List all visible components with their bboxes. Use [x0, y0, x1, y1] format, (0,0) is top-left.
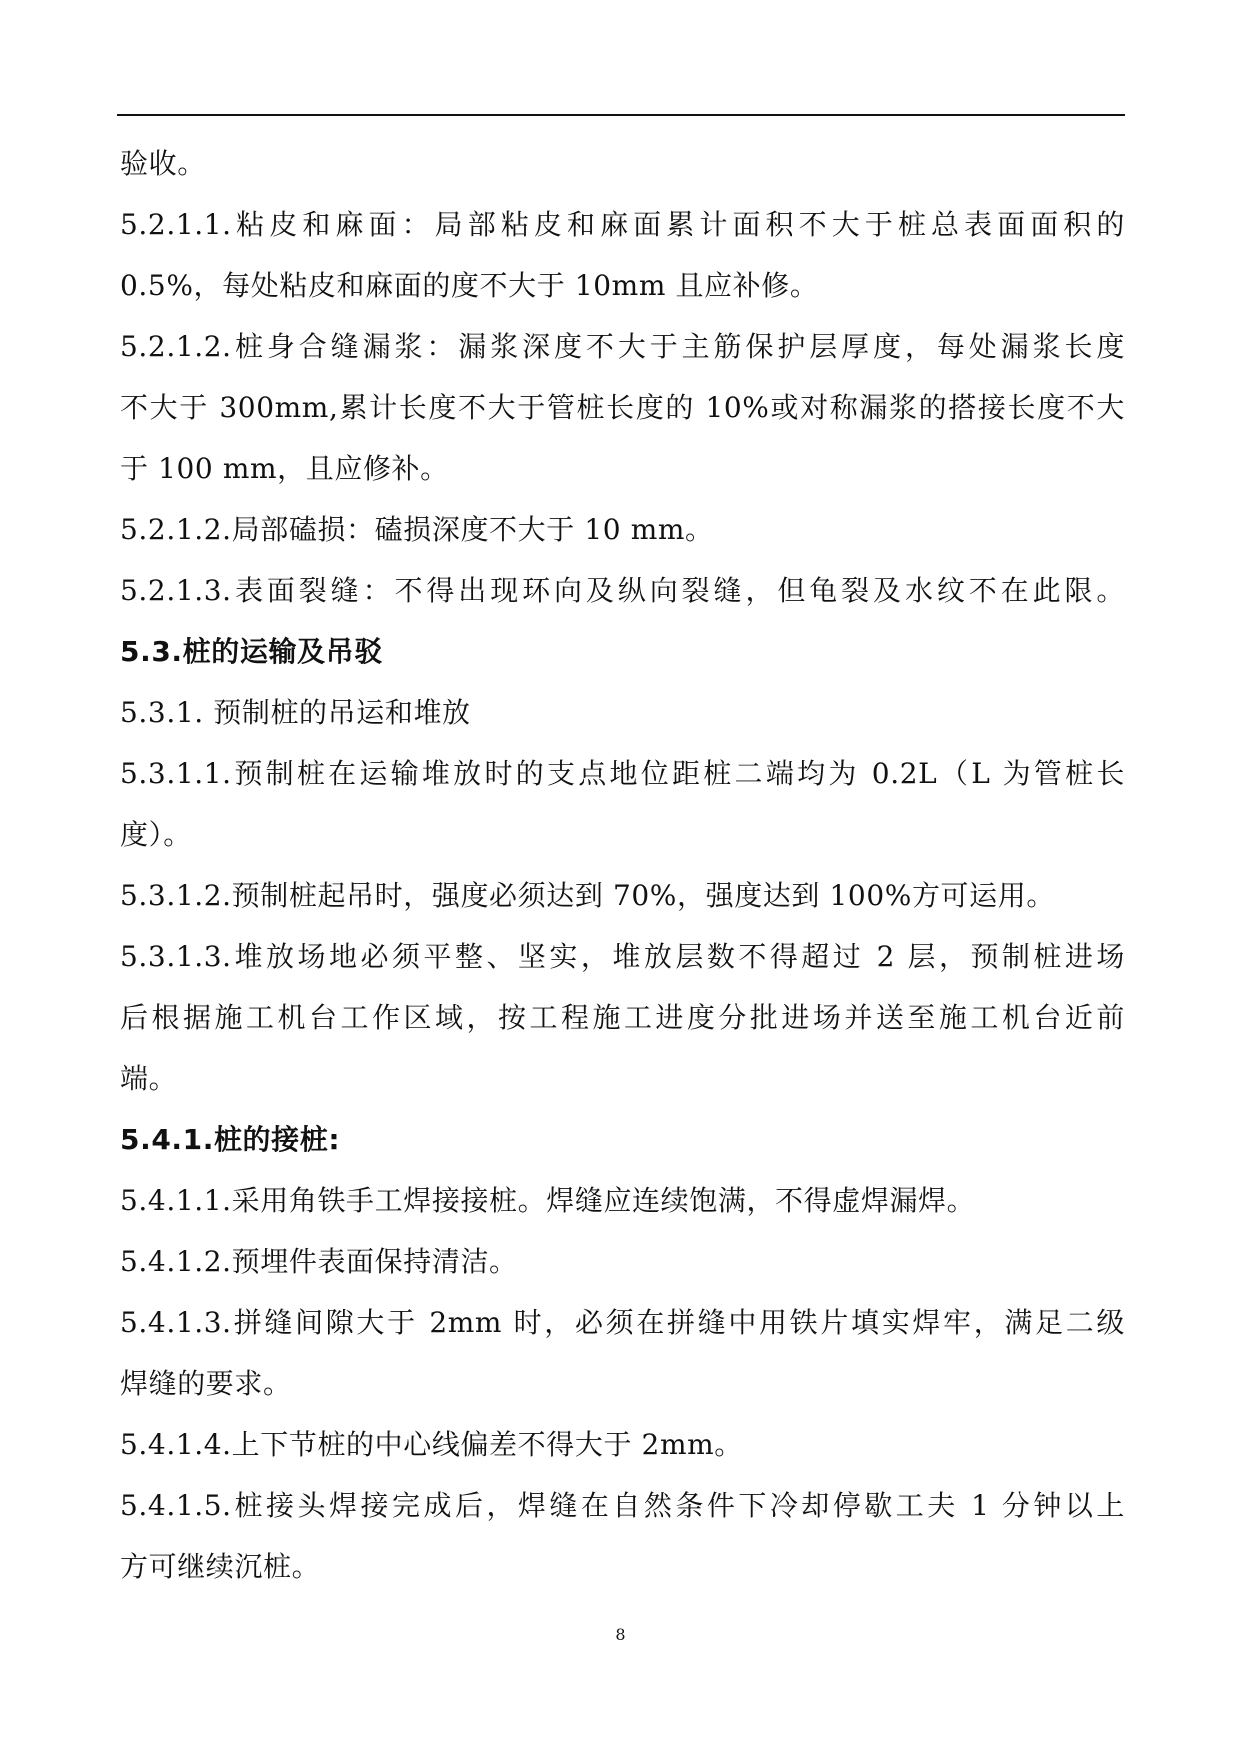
document-body: [120, 133, 1125, 1597]
section-heading: 5.4.1.桩的接桩:: [120, 1123, 341, 1156]
text-line: 5.4.1.4.上下节桩的中心线偏差不得大于 2mm。: [120, 1428, 743, 1461]
text-line: 5.3.1.2.预制桩起吊时，强度必须达到 70%，强度达到 100%方可运用。: [120, 879, 1055, 912]
text-line: 后根据施工机台工作区域，按工程施工进度分批进场并送至施工机台近前: [120, 1001, 1125, 1034]
text-line: 5.2.1.2.桩身合缝漏浆：漏浆深度不大于主筋保护层厚度，每处漏浆长度: [120, 330, 1125, 363]
text-line: 端。: [120, 1062, 178, 1095]
text-line: 5.4.1.2.预埋件表面保持清洁。: [120, 1245, 518, 1278]
page-number: 8: [615, 1625, 626, 1644]
text-line: 0.5%，每处粘皮和麻面的度不大于 10mm 且应补修。: [120, 269, 819, 302]
text-line: 5.2.1.2.局部磕损：磕损深度不大于 10 mm。: [120, 513, 714, 546]
text-line: 度）。: [120, 818, 192, 851]
text-line: 5.4.1.1.采用角铁手工焊接接桩。焊缝应连续饱满，不得虚焊漏焊。: [120, 1184, 976, 1217]
header-rule: [117, 114, 1125, 116]
text-line: 5.4.1.3.拼缝间隙大于 2mm 时，必须在拼缝中用铁片填实焊牢，满足二级: [120, 1306, 1125, 1339]
text-line: 验收。: [120, 147, 206, 180]
text-line: 方可继续沉桩。: [120, 1550, 321, 1583]
text-line: 5.2.1.1.粘皮和麻面：局部粘皮和麻面累计面积不大于桩总表面面积的: [120, 208, 1125, 241]
section-heading: 5.3.桩的运输及吊驳: [120, 635, 383, 668]
text-line: 5.4.1.5.桩接头焊接完成后，焊缝在自然条件下冷却停歇工夫 1 分钟以上: [120, 1489, 1125, 1522]
text-line: 焊缝的要求。: [120, 1367, 292, 1400]
text-line: 5.2.1.3.表面裂缝：不得出现环向及纵向裂缝，但龟裂及水纹不在此限。: [120, 574, 1125, 607]
text-line: 于 100 mm，且应修补。: [120, 452, 449, 485]
text-line: 5.3.1.1.预制桩在运输堆放时的支点地位距桩二端均为 0.2L（L 为管桩长: [120, 757, 1125, 790]
text-line: 不大于 300mm,累计长度不大于管桩长度的 10%或对称漏浆的搭接长度不大: [120, 391, 1125, 424]
text-line: 5.3.1.3.堆放场地必须平整、坚实，堆放层数不得超过 2 层，预制桩进场: [120, 940, 1125, 973]
subsection-heading: 5.3.1. 预制桩的吊运和堆放: [120, 696, 471, 729]
